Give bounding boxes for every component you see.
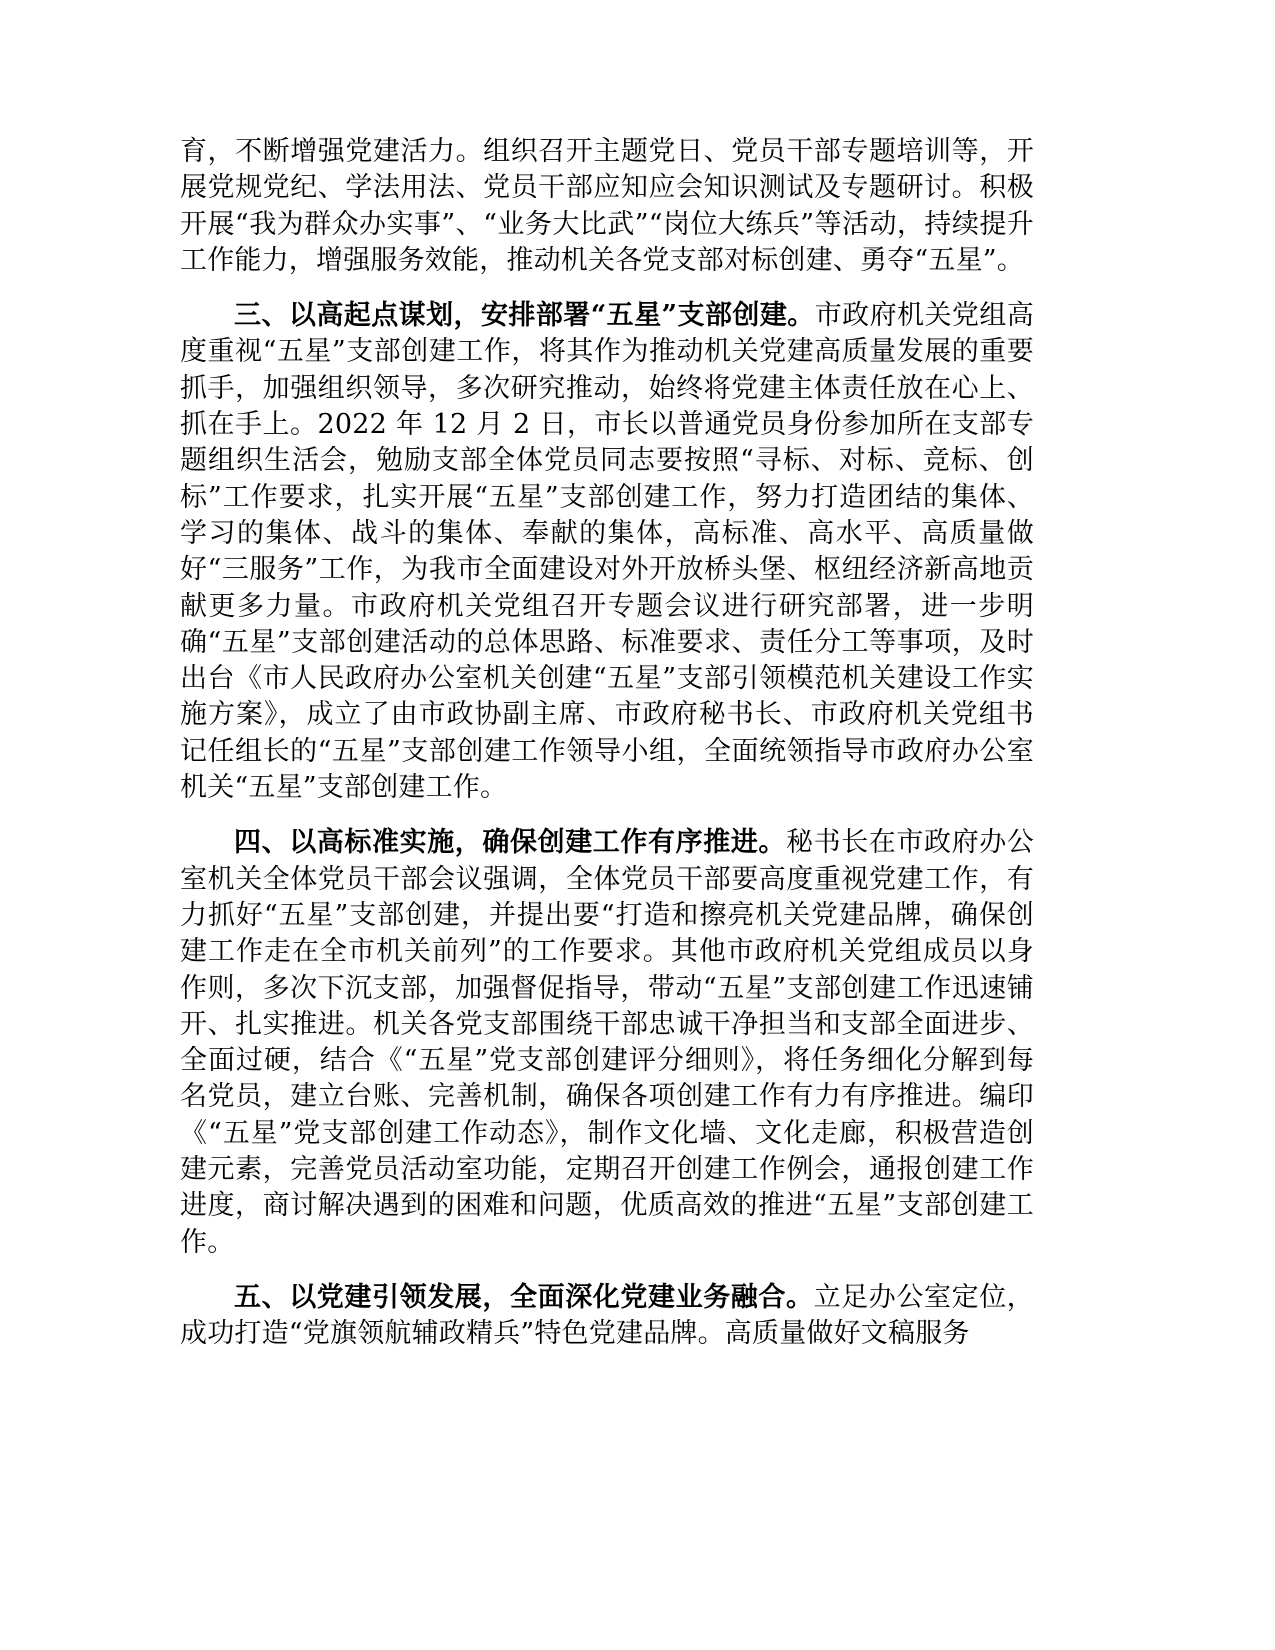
paragraph-text: 秘书长在市政府办公室机关全体党员干部会议强调，全体党员干部要高度重视党建工作，有力抓好“五星”支部创建，并提出要“打造和擦亮机关党建品牌，确保创建工作走在全市机关前列”的工作要求。其他市政府机关党组成员以身作则，多次下沉支部，加强督促指导，带动“五星”支部创建工作迅速铺开、扎实推进。机关各党支部围绕干部忠诚干净担当和支部全面进步、全面过硬，结合《“五星”党支部创建评分细则》，将任务细化分解到每名党员，建立台账、完善机制，确保各项创建工作有力有序推进。编印《“五星”党支部创建工作动态》，制作文化墙、文化走廊，积极营造创建元素，完善党员活动室功能，定期召开创建工作例会，通报创建工作进度，商讨解决遇到的困难和问题，优质高效的推进“五星”支部创建工作。	[180, 827, 1034, 1258]
paragraph-text: 立足办公室定位，成功打造“党旗领航辅政精兵”特色党建品牌。高质量做好文稿服务	[180, 1281, 1034, 1350]
section-heading: 五、以党建引领发展，全面深化党建业务融合。	[234, 1281, 814, 1313]
paragraph-text: 市政府机关党组高度重视“五星”支部创建工作，将其作为推动机关党建高质量发展的重要抓手，加强组织领导，多次研究推动，始终将党建主体责任放在心上、抓在手上。2022 年 12 月 2 日，市长以普通党员身份参加所在支部专题组织生活会，勉励支部全体党员同志要按照“寻标、对标、竞标、创标”工作要求，扎实开展“五星”支部创建工作，努力打造团结的集体、学习的集体、战斗的集体、奉献的集体，高标准、高水平、高质量做好“三服务”工作，为我市全面建设对外开放桥头堡、枢纽经济新高地贡献更多力量。市政府机关党组召开专题会议进行研究部署，进一步明确“五星”支部创建活动的总体思路、标准要求、责任分工等事项，及时出台《市人民政府办公室机关创建“五星”支部引领模范机关建设工作实施方案》，成立了由市政协副主席、市政府秘书长、市政府机关党组书记任组长的“五星”支部创建工作领导小组，全面统领指导市政府办公室机关“五星”支部创建工作。	[180, 300, 1034, 804]
paragraph-section-four	[180, 825, 1034, 1261]
document-page	[180, 134, 1034, 1372]
paragraph-continuation	[180, 134, 1034, 279]
paragraph-section-three	[180, 298, 1034, 806]
paragraph-section-five	[180, 1280, 1034, 1353]
paragraph-text: 育，不断增强党建活力。组织召开主题党日、党员干部专题培训等，开展党规党纪、学法用法、党员干部应知应会知识测试及专题研讨。积极开展“我为群众办实事”、“业务大比武”“岗位大练兵”等活动，持续提升工作能力，增强服务效能，推动机关各党支部对标创建、勇夺“五星”。	[180, 136, 1034, 276]
section-heading: 三、以高起点谋划，安排部署“五星”支部创建。	[234, 300, 815, 332]
section-heading: 四、以高标准实施，确保创建工作有序推进。	[234, 827, 786, 859]
